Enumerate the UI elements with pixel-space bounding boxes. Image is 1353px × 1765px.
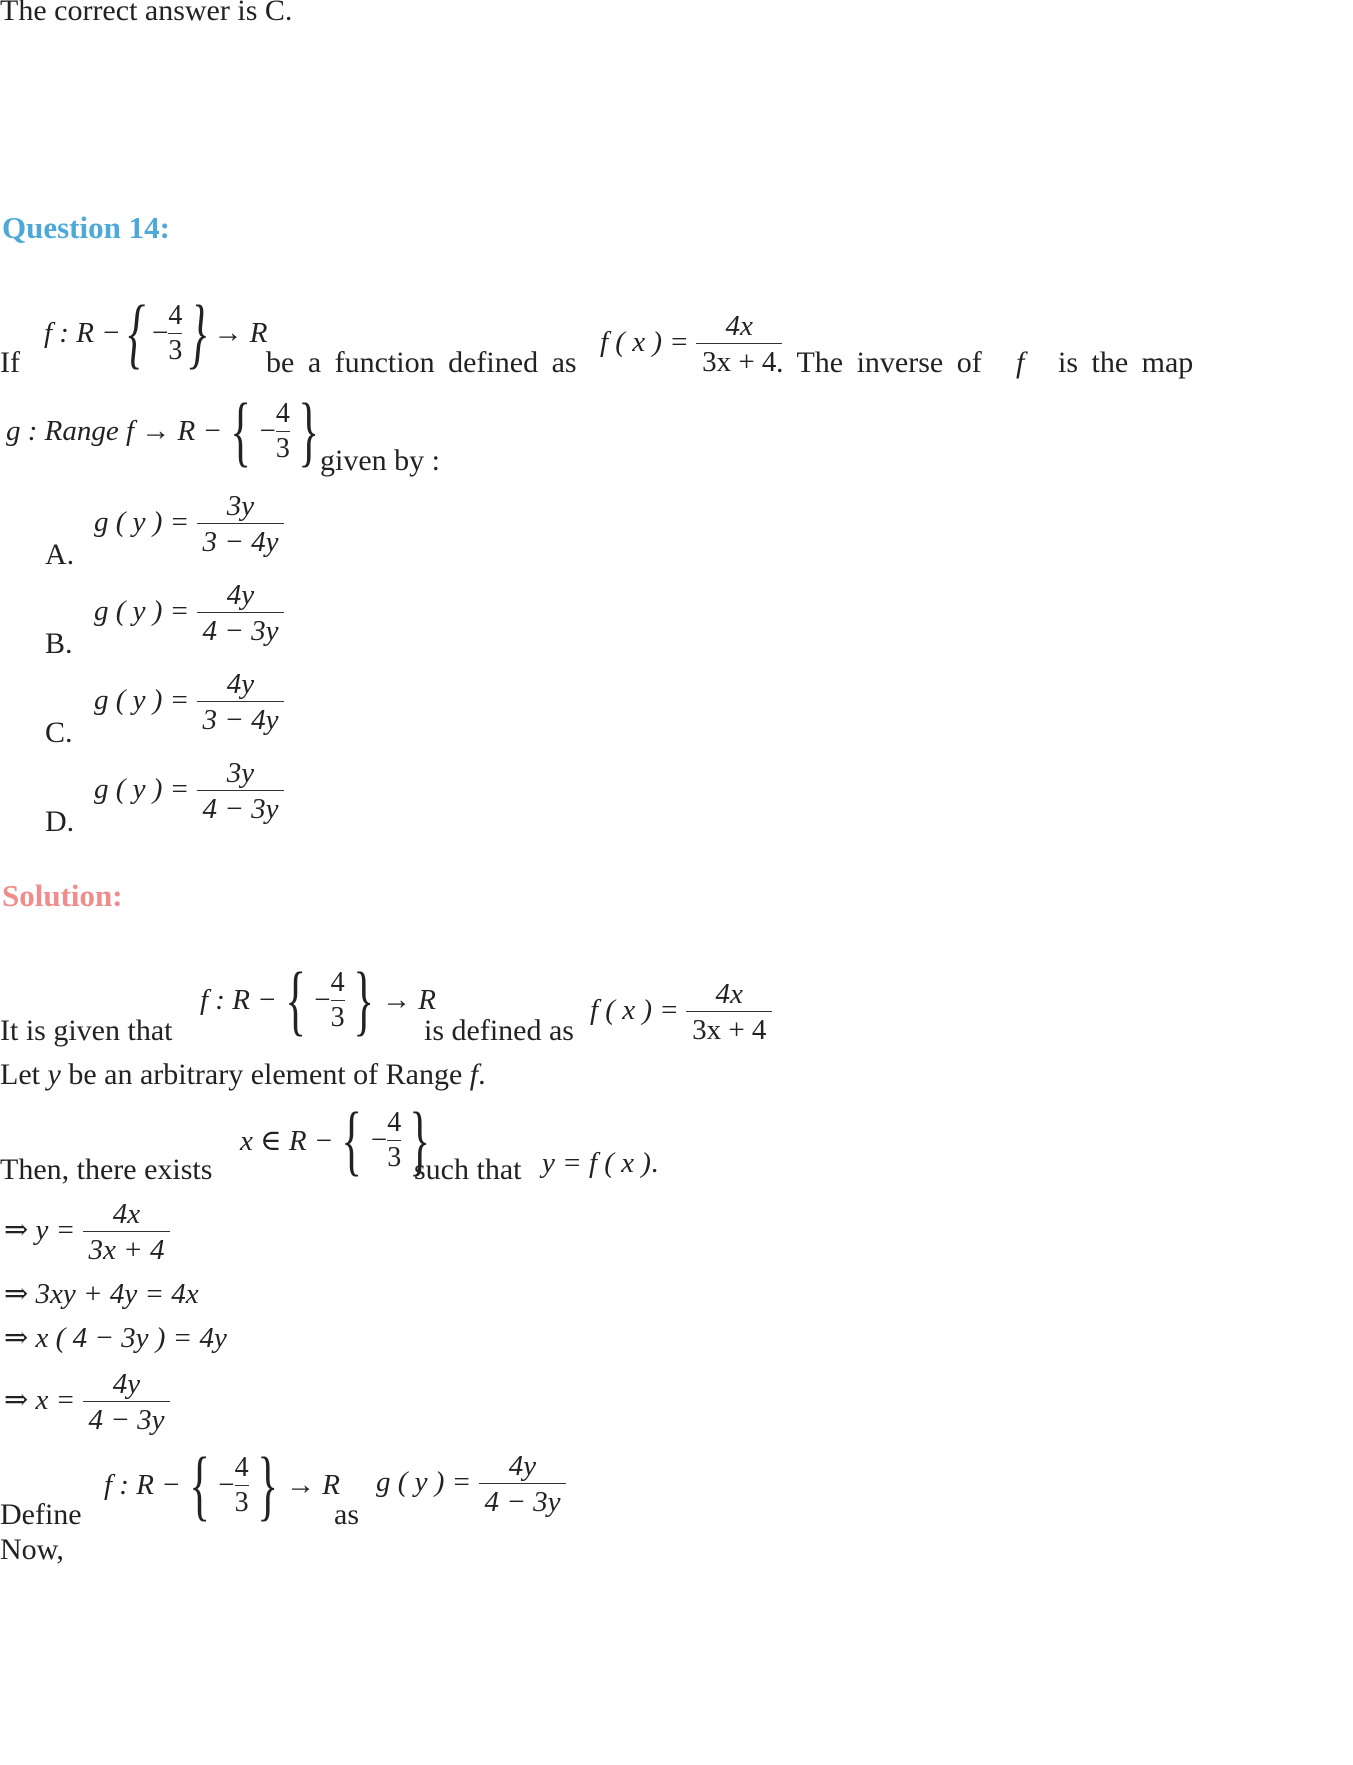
option-a-label: A. bbox=[45, 538, 75, 571]
such-that-text: such that bbox=[414, 1153, 522, 1186]
step-4: ⇒ x = $\frac{4y}{4 - 3y}$ bbox=[4, 1368, 170, 1437]
option-d-label: D. bbox=[45, 805, 75, 838]
option-b-formula: g ( y ) = $\frac{4y}{4 - 3y}$ bbox=[94, 579, 284, 648]
option-c-label: C. bbox=[45, 716, 73, 749]
option-d-formula: g ( y ) = $\frac{3y}{4 - 3y}$ bbox=[94, 757, 284, 826]
let-line: Let y be an arbitrary element of Range f. bbox=[0, 1058, 486, 1091]
solution-fx-definition: f ( x ) = $\frac{4x}{3x + 4}$ bbox=[590, 978, 772, 1047]
question-title: Question 14: bbox=[2, 210, 170, 245]
f-map-left: f : R − bbox=[44, 316, 121, 349]
then-exists-text: Then, there exists bbox=[0, 1153, 213, 1186]
define-word: Define bbox=[0, 1498, 82, 1531]
now-text: Now, bbox=[0, 1533, 64, 1566]
given-by-text: given by : bbox=[320, 444, 440, 477]
solution-title: Solution: bbox=[2, 878, 123, 913]
defined-as-text: is defined as bbox=[424, 1014, 574, 1047]
f-map-right: → R bbox=[213, 316, 268, 349]
step-1: ⇒ y = $\frac{4x}{3x + 4}$ bbox=[4, 1198, 170, 1267]
given-that-text: It is given that bbox=[0, 1014, 173, 1047]
be-function-text: be a function defined as bbox=[266, 346, 577, 379]
option-c-formula: g ( y ) = $\frac{4y}{3 - 4y}$ bbox=[94, 668, 284, 737]
y-equals-fx: y = f ( x ). bbox=[542, 1147, 659, 1179]
g-definition: g ( y ) = $\frac{4y}{4 - 3y}$ bbox=[376, 1450, 566, 1519]
is-the-map-text: is the map bbox=[1058, 346, 1194, 379]
step-2: ⇒ 3xy + 4y = 4x bbox=[4, 1278, 199, 1310]
if-word: If bbox=[0, 346, 20, 379]
solution-f-map: f : R − { − $\frac{4}{3}$ } → R bbox=[200, 956, 436, 1043]
inverse-f: f bbox=[1016, 346, 1025, 379]
g-map-expression: g : Range f → R − { − $\frac{4}{3}$ } bbox=[6, 387, 319, 474]
x-in-set: x ∈ R − { − $\frac{4}{3}$ } bbox=[240, 1096, 431, 1183]
as-word: as bbox=[334, 1498, 359, 1531]
answer-line: The correct answer is C. bbox=[0, 0, 293, 27]
define-f-map: f : R − { − $\frac{4}{3}$ } → R bbox=[104, 1441, 340, 1528]
option-b-label: B. bbox=[45, 627, 73, 660]
step-3: ⇒ x ( 4 − 3y ) = 4y bbox=[4, 1322, 227, 1354]
f-domain-expression: f : R − { − $\frac{4}{3}$ } → R bbox=[44, 289, 268, 376]
inverse-text: . The inverse of bbox=[776, 346, 982, 379]
fx-definition: f ( x ) = $\frac{4x}{3x + 4}$ bbox=[600, 310, 782, 379]
option-a-formula: g ( y ) = $\frac{3y}{3 - 4y}$ bbox=[94, 490, 284, 559]
